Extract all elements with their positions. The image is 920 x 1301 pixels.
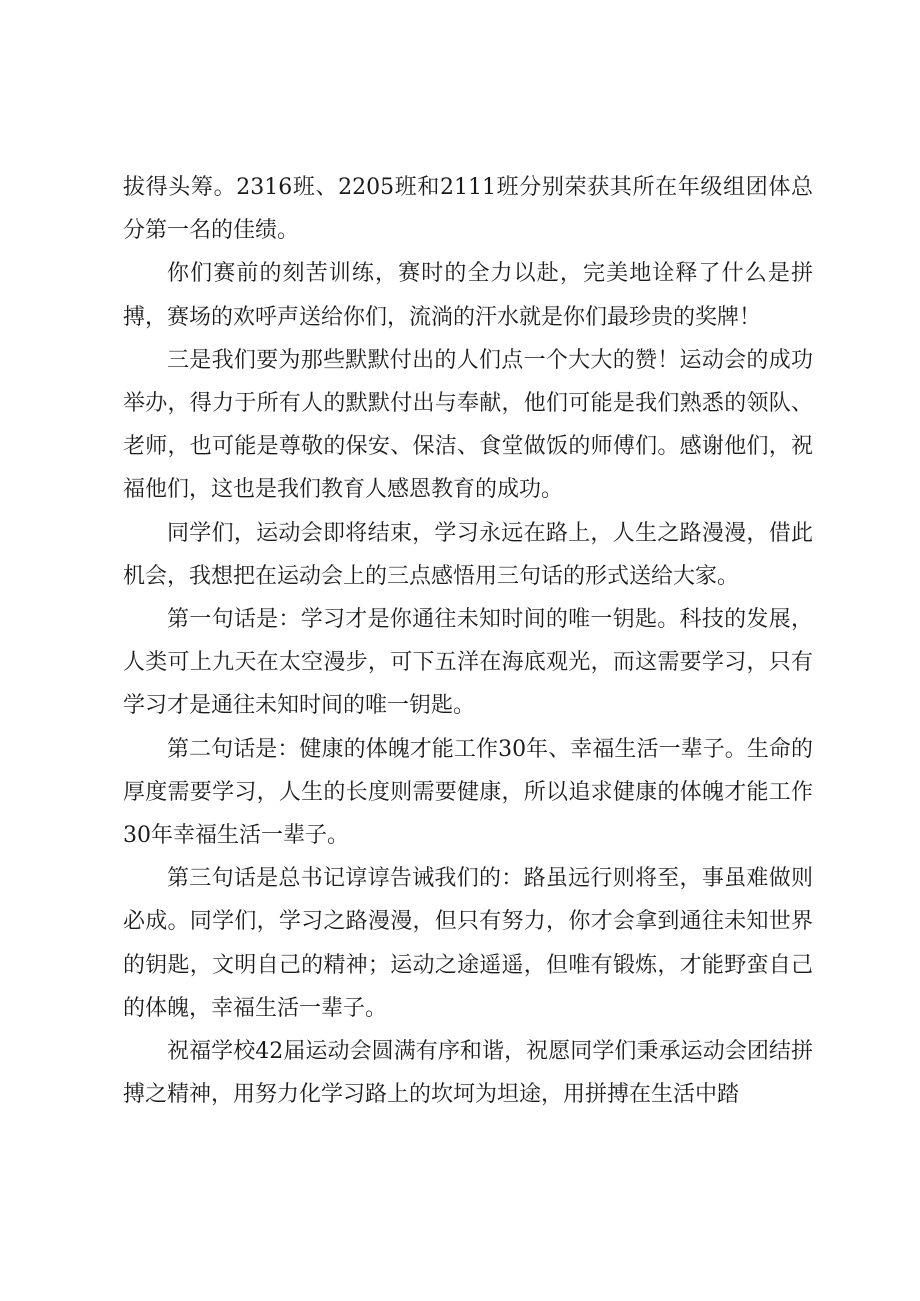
paragraph-5: 第一句话是：学习才是你通往未知时间的唯一钥匙。科技的发展，人类可上九天在太空漫步，可下五洋在海底观光，而这需要学习，只有学习才是通往未知时间的唯一钥匙。 xyxy=(123,607,813,719)
document-body xyxy=(123,166,813,1116)
paragraph-7: 第三句话是总书记谆谆告诫我们的：路虽远行则将至，事虽难做则必成。同学们，学习之路漫漫，但只有努力，你才会拿到通往未知世界的钥匙，文明自己的精神；运动之途遥遥，但唯有锻炼，才能野蛮自己的体魄，幸福生活一辈子。 xyxy=(123,866,813,1021)
paragraph-8: 祝福学校42届运动会圆满有序和谐，祝愿同学们秉承运动会团结拼搏之精神，用努力化学习路上的坎坷为坦途，用拼搏在生活中踏 xyxy=(123,1039,813,1108)
paragraph-4: 同学们，运动会即将结束，学习永远在路上，人生之路漫漫，借此机会，我想把在运动会上的三点感悟用三句话的形式送给大家。 xyxy=(123,520,813,589)
paragraph-1: 拔得头筹。2316班、2205班和2111班分别荣获其所在年级组团体总分第一名的佳绩。 xyxy=(123,175,813,244)
paragraph-3: 三是我们要为那些默默付出的人们点一个大大的赞！运动会的成功举办，得力于所有人的默默付出与奉献，他们可能是我们熟悉的领队、老师，也可能是尊敬的保安、保洁、食堂做饭的师傅们。感谢他们，祝福他们，这也是我们教育人感恩教育的成功。 xyxy=(123,347,813,503)
paragraph-2: 你们赛前的刻苦训练，赛时的全力以赴，完美地诠释了什么是拼搏，赛场的欢呼声送给你们，流淌的汗水就是你们最珍贵的奖牌！ xyxy=(123,261,813,330)
paragraph-6: 第二句话是：健康的体魄才能工作30年、幸福生活一辈子。生命的厚度需要学习，人生的长度则需要健康，所以追求健康的体魄才能工作30年幸福生活一辈子。 xyxy=(123,736,813,849)
